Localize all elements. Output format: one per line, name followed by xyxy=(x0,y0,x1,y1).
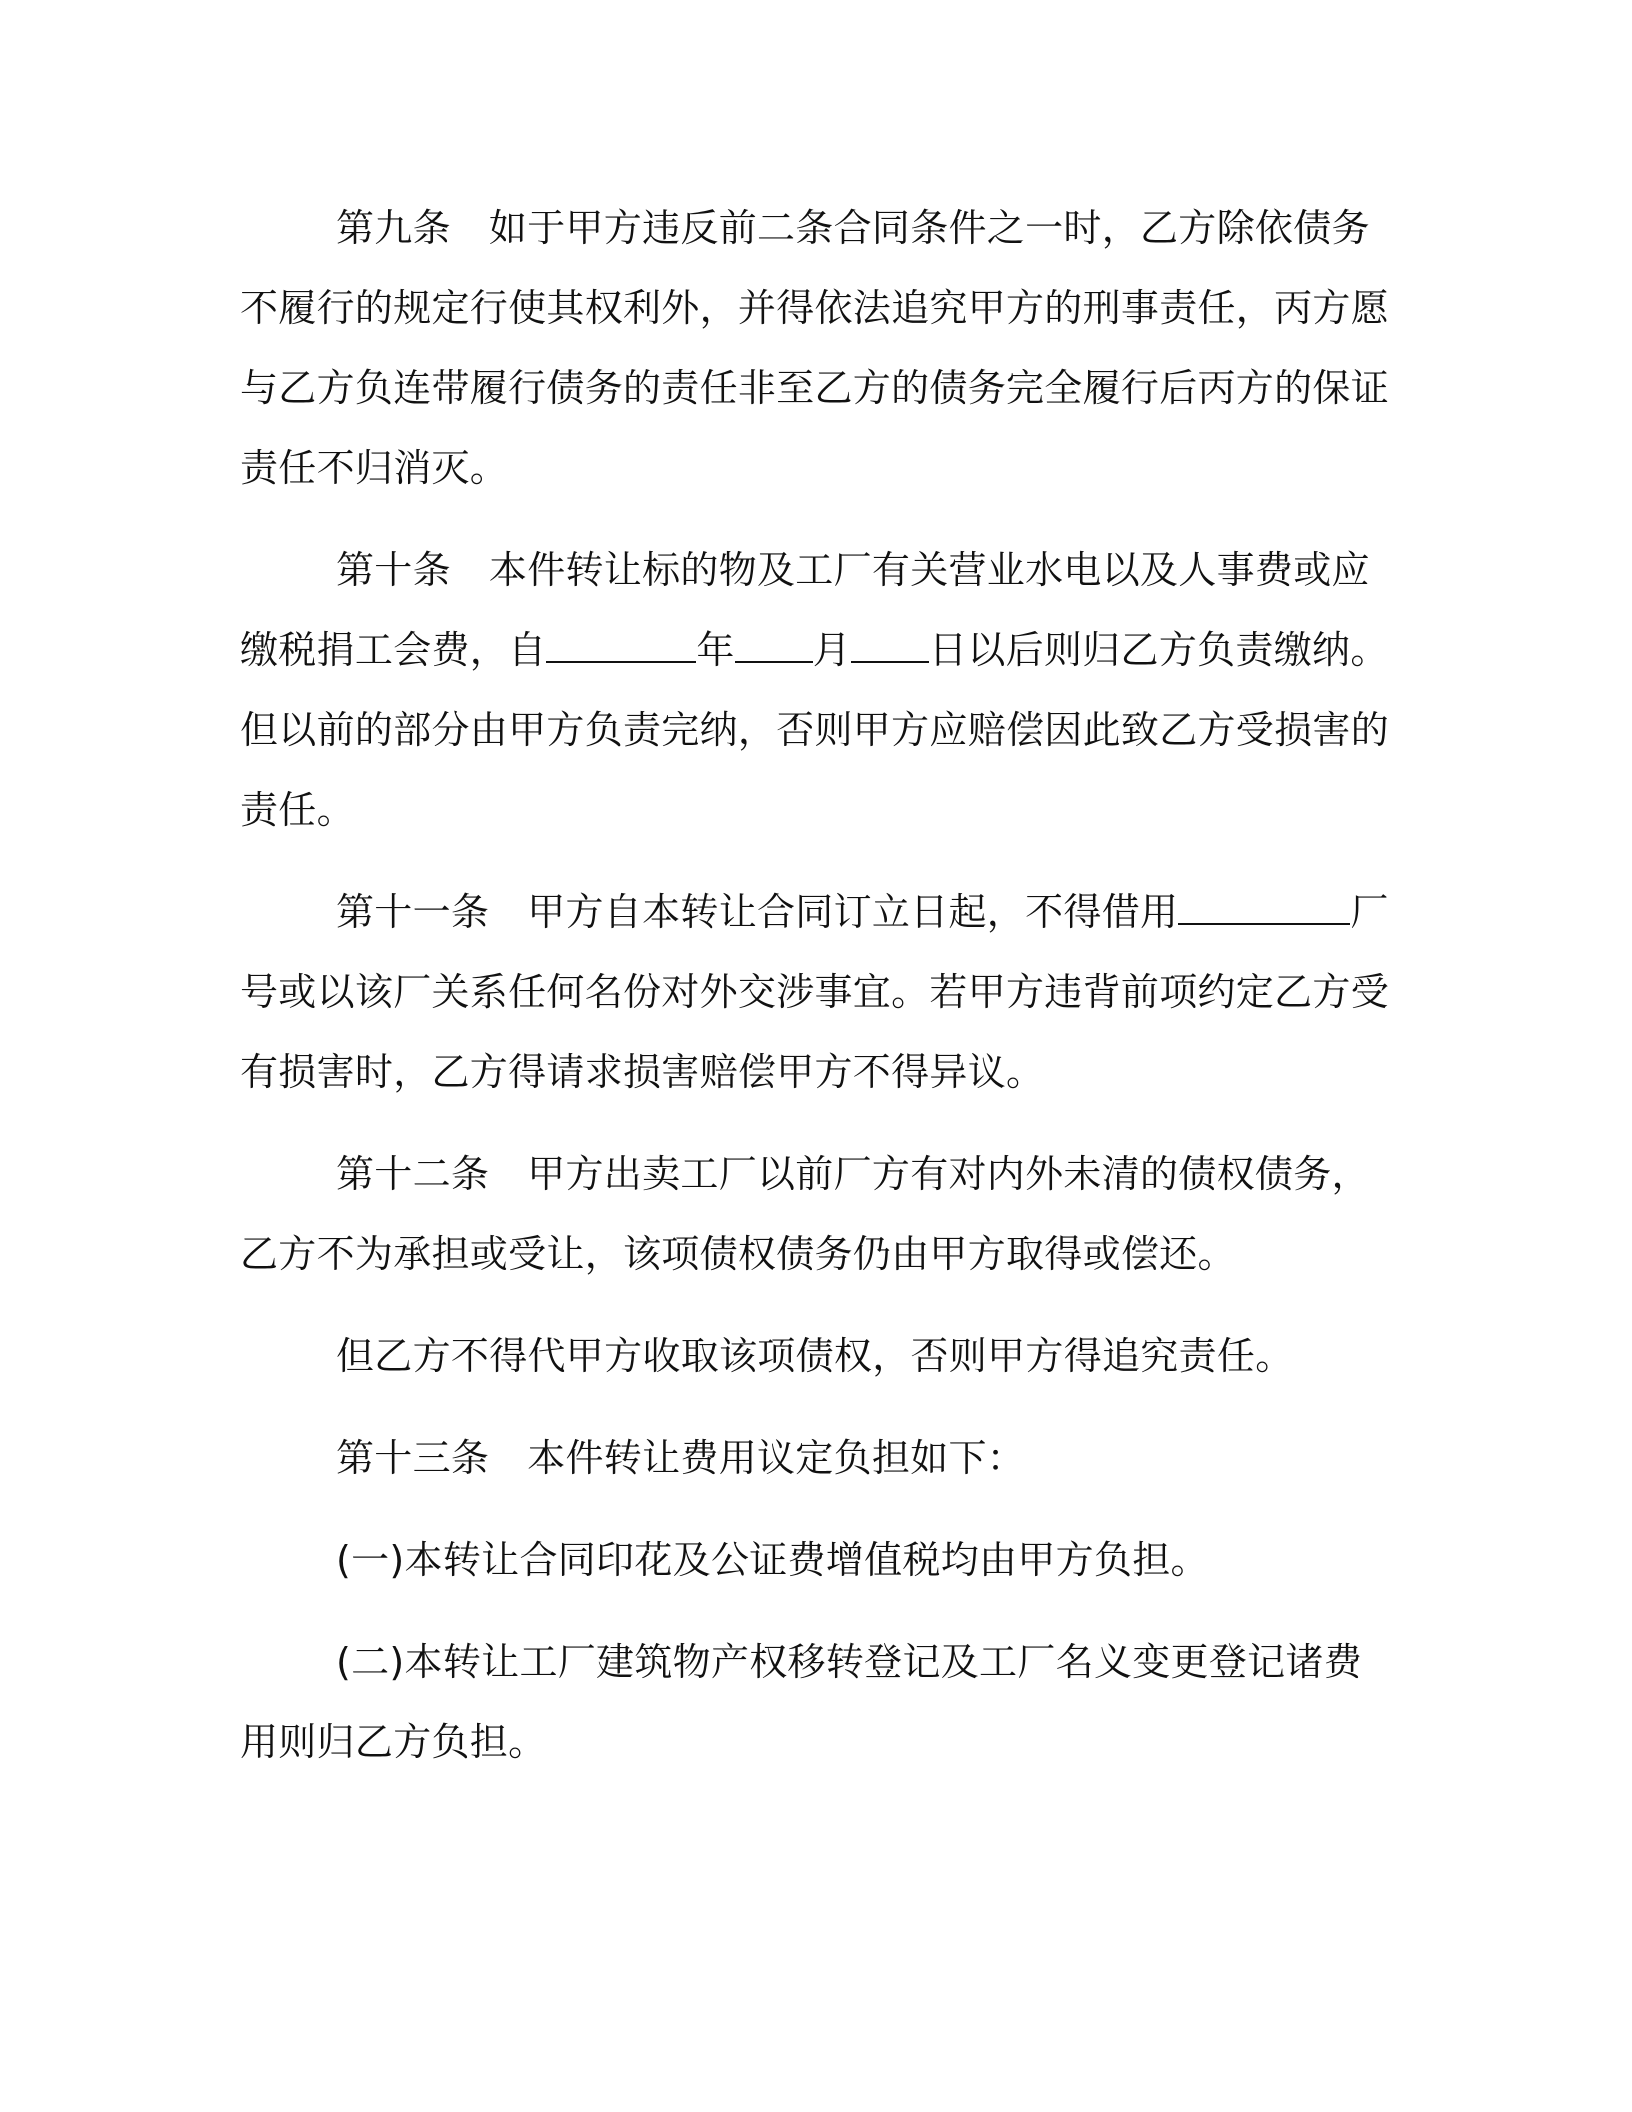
article-13-paragraph xyxy=(240,1418,1390,1498)
article-11-text-a: 甲方自本转让合同订立日起，不得借用 xyxy=(527,890,1179,934)
factory-name-blank xyxy=(1178,893,1350,925)
article-13-heading: 第十三条 xyxy=(336,1436,490,1480)
article-12-note-paragraph xyxy=(240,1316,1390,1396)
article-13-item-1-paragraph xyxy=(240,1520,1390,1600)
month-blank xyxy=(735,631,813,663)
article-12-note-text: 但乙方不得代甲方收取该项债权，否则甲方得追究责任。 xyxy=(336,1334,1294,1378)
article-11-heading: 第十一条 xyxy=(336,890,490,934)
article-9-heading: 第九条 xyxy=(336,206,451,250)
article-11-paragraph xyxy=(240,872,1390,1112)
article-12-paragraph xyxy=(240,1134,1390,1294)
article-13-item-2-text: (二)本转让工厂建筑物产权移转登记及工厂名义变更登记诸费用则归乙方负担。 xyxy=(240,1640,1363,1764)
article-9-paragraph xyxy=(240,188,1390,508)
article-12-heading: 第十二条 xyxy=(336,1152,490,1196)
year-blank xyxy=(546,631,696,663)
article-10-heading: 第十条 xyxy=(336,548,451,592)
article-10-text-a: 本件转让标的物及工厂有关营业水电以及人事费或应缴税捐工会费，自 xyxy=(240,548,1370,672)
article-13-text: 本件转让费用议定负担如下： xyxy=(527,1436,1026,1480)
article-13-item-2-paragraph xyxy=(240,1622,1390,1782)
document-body xyxy=(240,188,1390,1804)
article-9-text: 如于甲方违反前二条合同条件之一时，乙方除依债务不履行的规定行使其权利外，并得依法追究甲方的刑事责任，丙方愿与乙方负连带履行债务的责任非至乙方的债务完全履行后丙方的保证责任不归消灭。 xyxy=(240,206,1390,490)
article-13-item-1-text: (一)本转让合同印花及公证费增值税均由甲方负担。 xyxy=(336,1538,1209,1582)
article-10-text-b: 日以后则归乙方负责缴纳。但以前的部分由甲方负责完纳，否则甲方应赔偿因此致乙方受损害的责任。 xyxy=(240,628,1390,832)
article-12-text: 甲方出卖工厂以前厂方有对内外未清的债权债务，乙方不为承担或受让，该项债权债务仍由甲方取得或偿还。 xyxy=(240,1152,1370,1276)
day-blank xyxy=(851,631,929,663)
article-10-paragraph xyxy=(240,530,1390,850)
article-11-text-b: 厂号或以该厂关系任何名份对外交涉事宜。若甲方违背前项约定乙方受有损害时，乙方得请求损害赔偿甲方不得异议。 xyxy=(240,890,1390,1094)
year-label: 年 xyxy=(696,628,735,672)
month-label: 月 xyxy=(812,628,852,672)
